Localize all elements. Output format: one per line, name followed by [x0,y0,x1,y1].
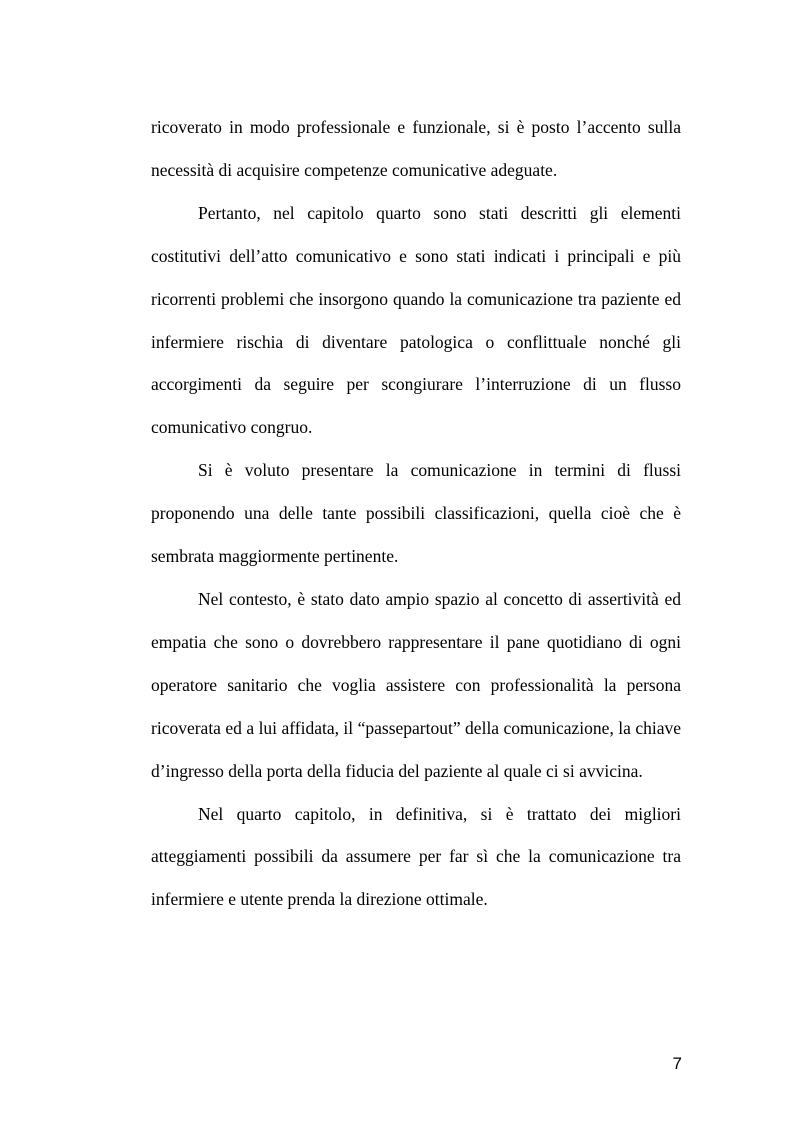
body-text [151,106,681,921]
paragraph: Nel contesto, è stato dato ampio spazio al concetto di assertività ed empatia che sono o dovrebbero rappresentare il pane quotidiano di ogni operatore sanitario che voglia assistere con professionalità la persona ricoverata ed a lui affidata, il “passepartout” della comunicazione, la chiave d’ingresso della porta della fiducia del paziente al quale ci si avvicina. [151,588,681,781]
paragraph: Si è voluto presentare la comunicazione in termini di flussi proponendo una delle tante possibili classificazioni, quella cioè che è sembrata maggiormente pertinente. [151,460,681,567]
paragraph: Pertanto, nel capitolo quarto sono stati descritti gli elementi costitutivi dell’atto comunicativo e sono stati indicati i principali e più ricorrenti problemi che insorgono quando la comunicazione tra paziente ed infermiere rischia di diventare patologica o conflittuale nonché gli accorgimenti da seguire per scongiurare l’interruzione di un flusso comunicativo congruo. [151,202,681,438]
page-number: 7 [672,1054,682,1073]
paragraph-continuation: ricoverato in modo professionale e funzionale, si è posto l’accento sulla necessità di acquisire competenze comunicative adeguate. [151,117,681,180]
paragraph: Nel quarto capitolo, in definitiva, si è trattato dei migliori atteggiamenti possibili da assumere per far sì che la comunicazione tra infermiere e utente prenda la direzione ottimale. [151,803,681,910]
